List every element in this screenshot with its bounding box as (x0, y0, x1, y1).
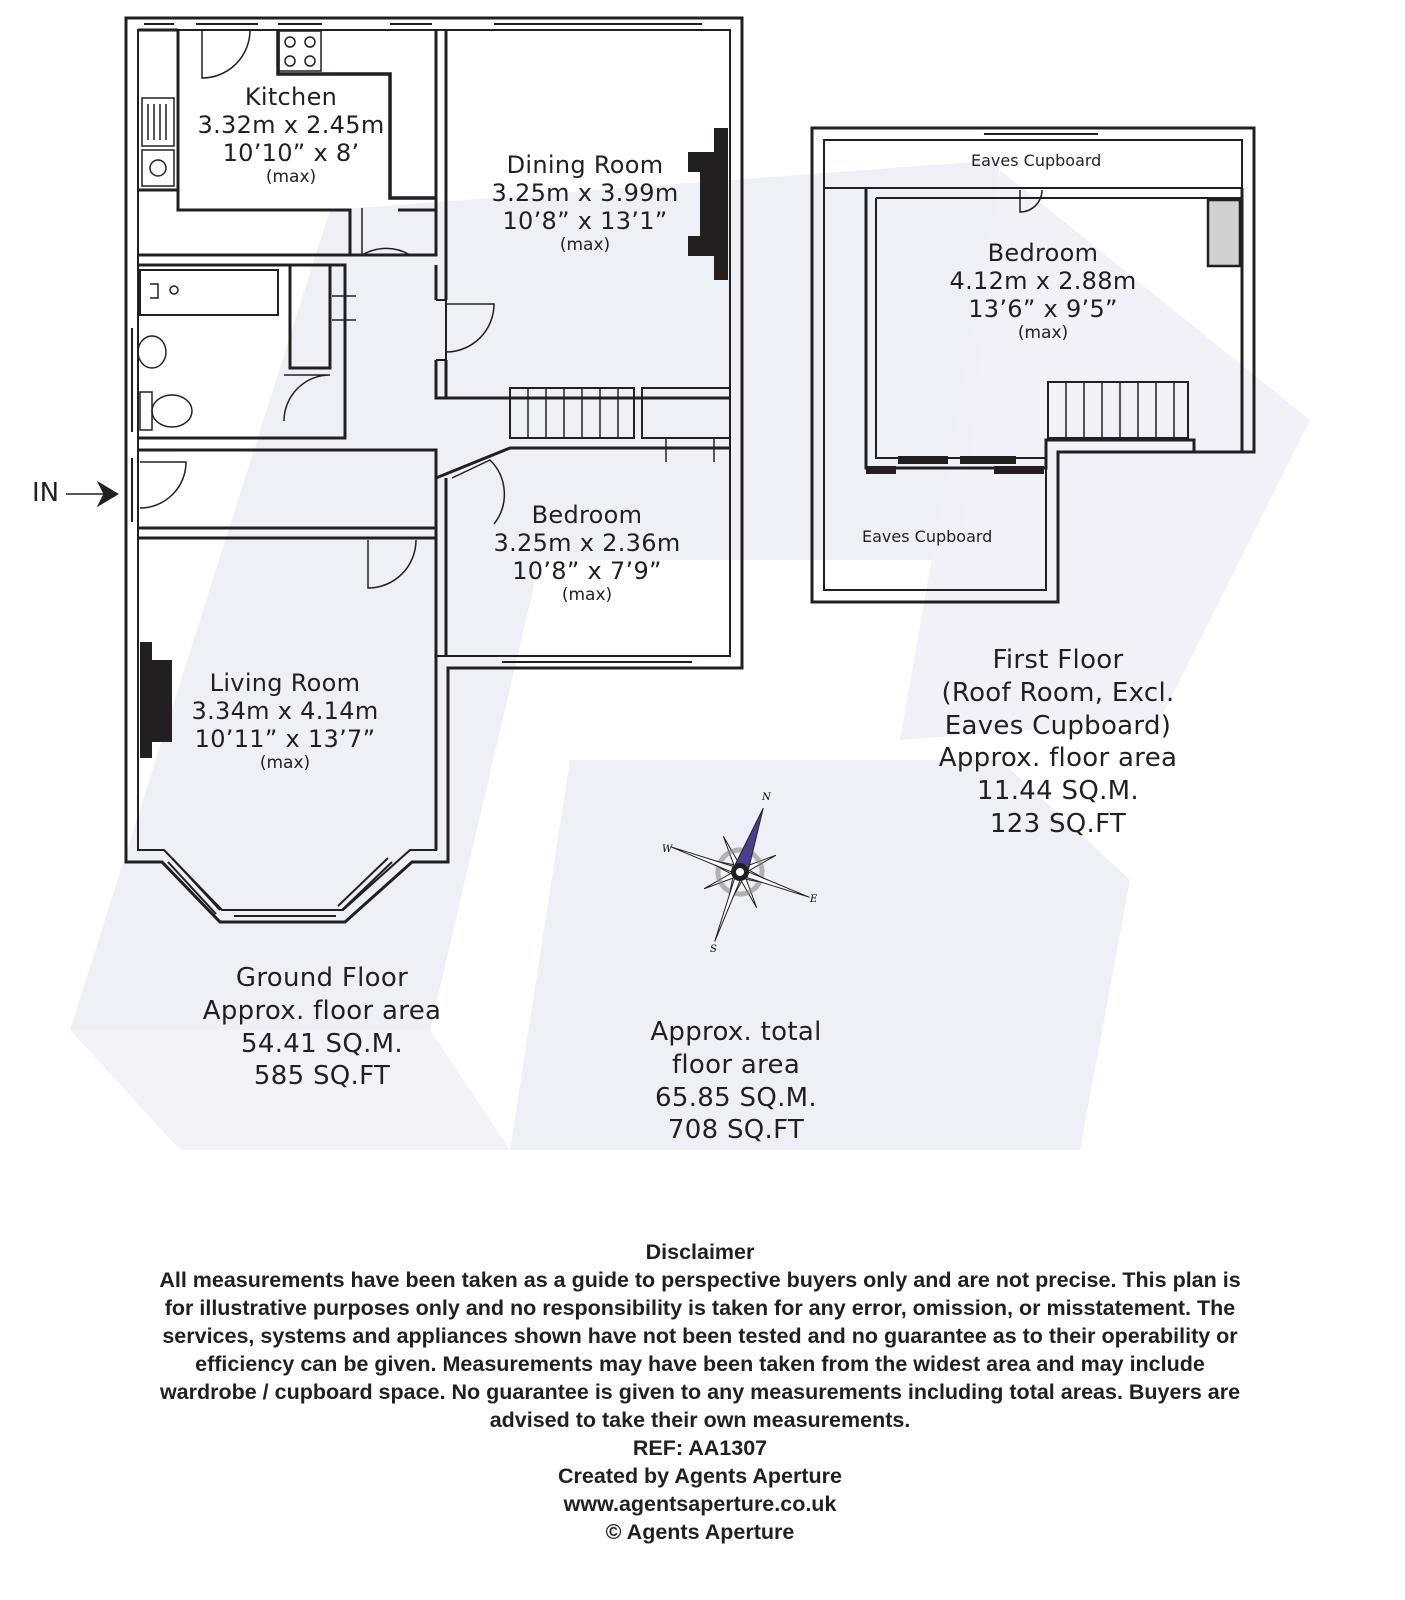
first-floor-sqm: 11.44 SQ.M. (977, 776, 1139, 806)
toilet-icon (140, 392, 192, 430)
first-floor-subtitle-1: (Roof Room, Excl. (941, 677, 1175, 708)
first-window (984, 128, 1098, 134)
total-sqft: 708 SQ.FT (667, 1115, 805, 1146)
bedroom-metric: 3.25m x 2.36m (493, 528, 681, 557)
compass-east-label: E (810, 894, 818, 905)
basin-icon (138, 284, 178, 368)
living-metric: 3.34m x 4.14m (191, 696, 379, 725)
first-floor-sqft: 123 SQ.FT (989, 808, 1127, 839)
first-bedroom-note: (max) (1017, 323, 1069, 344)
first-floor-area (918, 644, 1198, 841)
bedroom-label (474, 502, 700, 606)
total-label-2: floor area (671, 1049, 801, 1080)
entrance-label: IN (32, 478, 60, 508)
disclaimer-line: for illustrative purposes only and no responsibility is taken for any error, omission, or misstatement. The (164, 1296, 1236, 1320)
first-bedroom-name: Bedroom (987, 239, 1099, 267)
first-bedroom-metric: 4.12m x 2.88m (949, 266, 1137, 295)
disclaimer-line: efficiency can be given. Measurements may have been taken from the widest area and may include (195, 1352, 1205, 1376)
bedroom-name: Bedroom (531, 501, 643, 529)
disclaimer-line: advised to take their own measurements. (489, 1408, 911, 1432)
first-bedroom-imperial: 13’6” x 9’5” (968, 294, 1118, 323)
disclaimer-line: services, systems and appliances shown have not been tested and no guarantee as to their operability or (162, 1324, 1238, 1348)
copyright: © Agents Aperture (605, 1520, 795, 1544)
kitchen-sink-run (138, 30, 178, 190)
living-room-label (172, 670, 398, 774)
dining-room-label (472, 152, 698, 256)
created-by: Created by Agents Aperture (558, 1464, 842, 1488)
compass-north-label: N (762, 792, 771, 803)
ground-floor-sqft: 585 SQ.FT (253, 1061, 391, 1092)
door-entrance (140, 462, 186, 508)
disclaimer-line: All measurements have been taken as a guide to perspective buyers only and are not precise. This plan is (159, 1268, 1241, 1292)
kitchen-imperial: 10’10” x 8’ (222, 138, 360, 167)
first-bedroom-label (930, 240, 1156, 344)
ground-floor-area-label: Approx. floor area (202, 995, 442, 1026)
first-floor-title: First Floor (992, 645, 1124, 675)
entrance-arrow-icon (66, 482, 118, 506)
bedroom-imperial: 10’8” x 7’9” (512, 556, 662, 585)
eaves-cupboard-bottom-label: Eaves Cupboard (862, 527, 993, 546)
chimney-breast (1208, 200, 1240, 266)
living-imperial: 10’11” x 13’7” (194, 724, 376, 753)
kitchen-name: Kitchen (244, 83, 338, 111)
bath-tub (140, 270, 278, 315)
compass-west-label: W (662, 844, 673, 855)
door-kitchen (202, 30, 250, 78)
sink-icon (142, 98, 174, 186)
ground-floor-area (182, 962, 462, 1093)
living-note: (max) (259, 753, 311, 774)
hob-icon (279, 31, 321, 71)
dining-note: (max) (559, 235, 611, 256)
kitchen-metric: 3.32m x 2.45m (197, 110, 385, 139)
disclaimer-line: wardrobe / cupboard space. No guarantee is given to any measurements including total areas. Buyers are (159, 1380, 1241, 1404)
living-name: Living Room (209, 669, 361, 697)
dining-metric: 3.25m x 3.99m (491, 178, 679, 207)
dining-imperial: 10’8” x 13’1” (502, 206, 668, 235)
compass-south-label: S (710, 944, 717, 955)
disclaimer-title: Disclaimer (645, 1240, 755, 1264)
disclaimer-block (120, 1238, 1280, 1546)
kitchen-note: (max) (265, 167, 317, 188)
reference-number: REF: AA1307 (632, 1436, 768, 1460)
total-floor-area (596, 1016, 876, 1147)
first-floor-area-label: Approx. floor area (938, 743, 1178, 774)
eaves-cupboard-top-label: Eaves Cupboard (971, 151, 1102, 170)
dining-name: Dining Room (506, 151, 664, 179)
total-label-1: Approx. total (650, 1017, 822, 1047)
first-floor-subtitle-2: Eaves Cupboard) (944, 710, 1172, 741)
bedroom-note: (max) (561, 585, 613, 606)
kitchen-label (186, 84, 396, 188)
ground-floor-sqm: 54.41 SQ.M. (241, 1028, 403, 1059)
ground-floor-title: Ground Floor (235, 963, 409, 993)
total-sqm: 65.85 SQ.M. (655, 1082, 817, 1113)
website-link[interactable]: www.agentsaperture.co.uk (563, 1492, 837, 1516)
